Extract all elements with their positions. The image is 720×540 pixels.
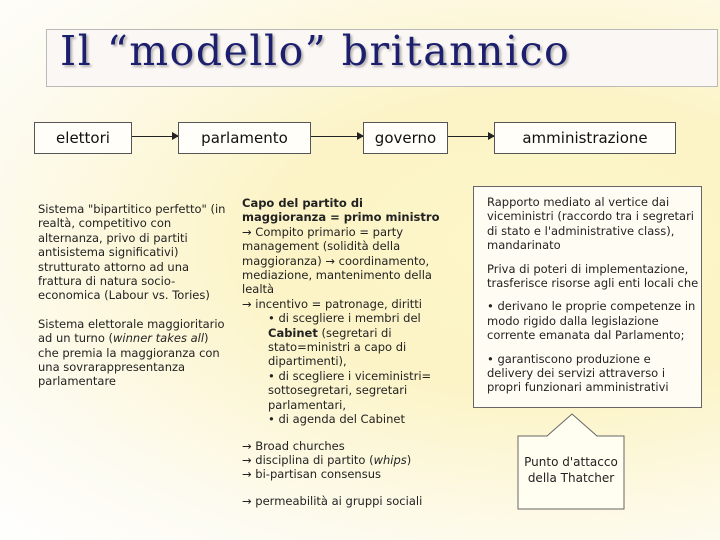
arrow-right-icon: → [242, 296, 252, 311]
arrow-icon [132, 136, 178, 137]
arrow-right-icon: → [242, 493, 252, 508]
pm-sub-3: • di agenda del Cabinet [268, 412, 405, 427]
header-amministrazione: amministrazione [494, 122, 676, 154]
arrow-right-icon: → [242, 452, 252, 467]
arrow-icon [311, 136, 363, 137]
bipartisan-consensus: → bi-partisan consensus [242, 467, 381, 482]
party-system-text: Sistema "bipartitico perfetto" (in realtà, competitivo con alternanza, privo di partiti antisistema significativi) strutturato attorno ad una frattura di natura socio-economica (Labour vs. Tories) [38, 202, 226, 303]
party-discipline: → disciplina di partito (whips) [242, 452, 412, 467]
admin-text-3: • derivano le proprie competenze in modo rigido dalla legislazione corrente emanata dal Parlamento; [487, 299, 696, 343]
callout-text: Punto d'attacco della Thatcher [524, 455, 618, 485]
pm-sub-2: • di scegliere i viceministri= sottosegretari, segretari parlamentari, [268, 368, 432, 412]
pm-heading: Capo del partito di maggioranza = primo ministro [242, 196, 440, 225]
electoral-system-text: Sistema elettorale maggioritario ad un turno (winner takes all) che premia la maggioranza con una sovrarappresentanza parlamentare [38, 316, 225, 389]
social-groups: → permeabilità ai gruppi sociali [242, 493, 423, 508]
arrow-right-icon: → [242, 224, 252, 239]
column-elettori [38, 202, 228, 389]
page-title: Il “modello” britannico [60, 27, 571, 75]
arrow-right-icon: → [325, 253, 336, 268]
column-governo [242, 196, 447, 508]
header-elettori: elettori [34, 122, 132, 154]
admin-text-4: • garantiscono produzione e delivery dei servizi attraverso i propri funzionari amministrativi [487, 351, 669, 395]
pm-sub-1: • di scegliere i membri del Cabinet (segretari di stato=ministri a capo di dipartimenti), [268, 311, 421, 369]
header-governo: governo [363, 122, 448, 154]
broad-churches: → Broad churches [242, 438, 345, 453]
admin-text-1: Rapporto mediato al vertice dai viceministri (raccordo tra i segretari di stato e l'administrative class), mandarinato [487, 195, 695, 253]
column-amministrazione [487, 195, 699, 395]
arrow-right-icon: → [242, 467, 252, 482]
pm-line-1: → Compito primario = party management (solidità della maggioranza) → coordinamento, mediazione, mantenimento della lealtà [242, 224, 432, 297]
pm-line-2: → incentivo = patronage, diritti [242, 296, 422, 311]
arrow-right-icon: → [242, 438, 252, 453]
admin-text-2: Priva di poteri di implementazione, trasferisce risorse agli enti locali che [487, 261, 699, 291]
header-parlamento: parlamento [178, 122, 311, 154]
arrow-icon [448, 136, 494, 137]
